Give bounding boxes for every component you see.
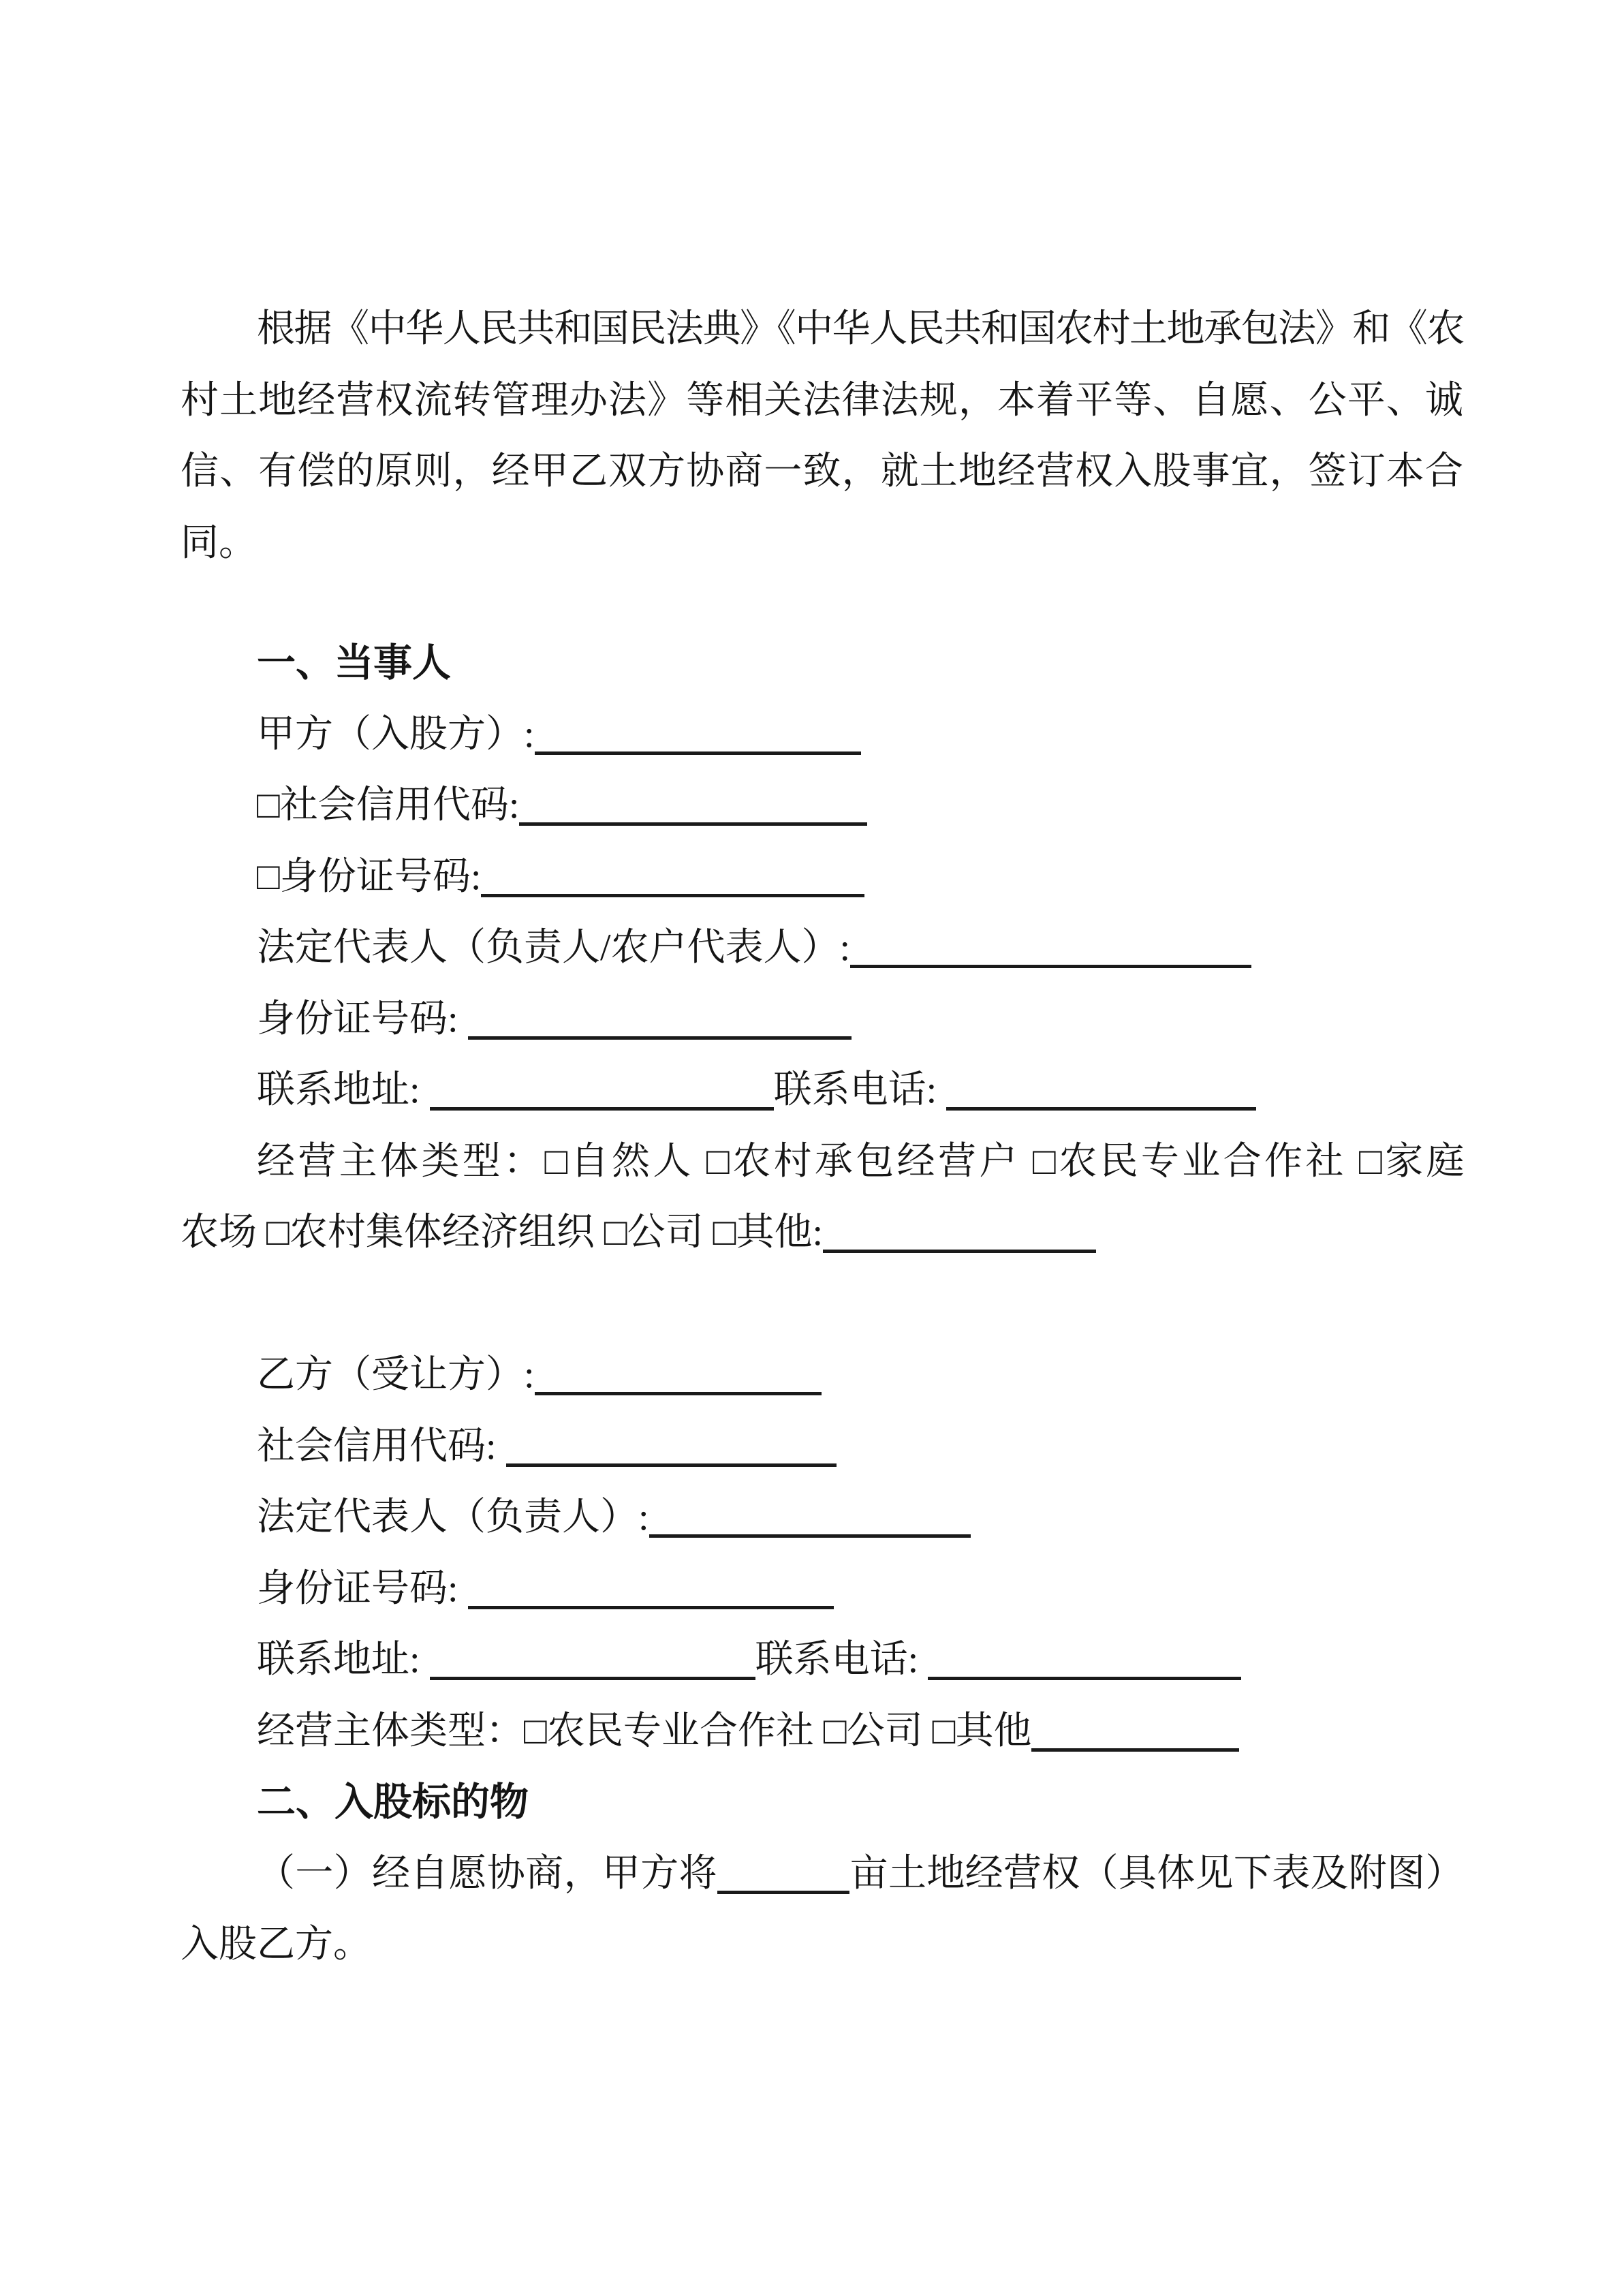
blank-field[interactable] (519, 781, 867, 826)
text-run: 信、有偿的原则，经甲乙双方协商一致，就土地经营权入股事宜，签订本合 (181, 450, 1463, 493)
blank-field[interactable] (946, 1066, 1256, 1111)
checkbox-icon[interactable]: □ (257, 784, 280, 826)
text-run: 联系地址: (257, 1639, 430, 1681)
party-b-entity-type-line (181, 1696, 1463, 1767)
intro-paragraph-line-4 (181, 508, 1463, 579)
text-run: 其他 (955, 1709, 1032, 1752)
checkbox-icon[interactable]: □ (823, 1709, 847, 1752)
text-run: 乙方（受让方）: (257, 1354, 535, 1396)
text-run: 联系地址: (257, 1069, 430, 1111)
text-run: 社会信用代码: (279, 784, 520, 826)
blank-field[interactable] (468, 1565, 834, 1609)
text-run: 根据《中华人民共和国民法典》《中华人民共和国农村土地承包法》和《农 (257, 308, 1463, 350)
text-run: 法定代表人（负责人）: (257, 1496, 649, 1538)
clause-1-line-1 (181, 1838, 1463, 1910)
text-run: 二、入股标的物 (257, 1780, 529, 1824)
text-run: 农民专业合作社 (1059, 1140, 1360, 1183)
text-run: 农村集体经济组织 (289, 1211, 604, 1254)
party-b-credit-code-line (181, 1411, 1463, 1483)
party-a-id-number-line (181, 841, 1463, 913)
section-1-heading (181, 627, 1463, 699)
checkbox-icon[interactable]: □ (1033, 1140, 1059, 1183)
checkbox-icon[interactable]: □ (706, 1140, 733, 1183)
checkbox-icon[interactable]: □ (266, 1211, 290, 1254)
blank-field[interactable] (430, 1066, 774, 1111)
text-run: 身份证号码: (257, 1567, 468, 1610)
intro-paragraph-line-3 (181, 436, 1463, 508)
blank-field[interactable] (535, 711, 861, 755)
section-gap (181, 578, 1463, 627)
section-2-heading (181, 1767, 1463, 1838)
checkbox-icon[interactable]: □ (932, 1709, 956, 1752)
checkbox-icon[interactable]: □ (257, 855, 280, 898)
party-a-rep-id-line (181, 984, 1463, 1055)
text-run: 家庭 (1385, 1140, 1464, 1183)
text-run: 社会信用代码: (257, 1425, 506, 1468)
party-b-contact-line (181, 1624, 1463, 1696)
contract-body (181, 294, 1463, 1981)
text-run: 村土地经营权流转管理办法》等相关法律法规，本着平等、自愿、公平、诚 (181, 379, 1463, 422)
text-run: 同。 (181, 521, 257, 564)
checkbox-icon[interactable]: □ (544, 1140, 571, 1183)
blank-field[interactable] (850, 924, 1251, 968)
clause-1-line-2 (181, 1909, 1463, 1981)
blank-field[interactable] (535, 1351, 822, 1395)
text-run: 身份证号码: (257, 997, 468, 1040)
text-run: 其他: (736, 1211, 824, 1254)
party-a-entity-type-line-2 (181, 1197, 1463, 1269)
blank-field[interactable] (430, 1636, 755, 1680)
text-run: 法定代表人（负责人/农户代表人）: (257, 927, 851, 969)
text-run: 公司 (846, 1709, 933, 1752)
text-run: 经营主体类型： (257, 1140, 545, 1183)
party-b-legal-rep-line (181, 1482, 1463, 1553)
party-b-name-line (181, 1339, 1463, 1411)
blank-field[interactable] (1031, 1707, 1239, 1752)
blank-field[interactable] (717, 1850, 849, 1894)
text-run: 一、当事人 (257, 641, 451, 685)
blank-line (181, 1269, 1463, 1340)
checkbox-icon[interactable]: □ (1359, 1140, 1386, 1183)
text-run: 联系电话: (773, 1069, 947, 1111)
text-run: 公司 (627, 1211, 713, 1254)
blank-field[interactable] (481, 853, 864, 897)
text-run: 自然人 (570, 1140, 707, 1183)
intro-paragraph-line-2 (181, 365, 1463, 437)
blank-field[interactable] (928, 1636, 1241, 1680)
text-run: 身份证号码: (279, 855, 482, 898)
blank-field[interactable] (823, 1209, 1096, 1253)
blank-field[interactable] (649, 1493, 971, 1538)
party-b-id-number-line (181, 1553, 1463, 1625)
text-run: 农场 (181, 1211, 266, 1254)
party-a-name-line (181, 699, 1463, 771)
checkbox-icon[interactable]: □ (604, 1211, 627, 1254)
party-a-credit-code-line (181, 770, 1463, 841)
text-run: 亩土地经营权（具体见下表及附图） (849, 1852, 1464, 1895)
text-run: （一）经自愿协商，甲方将 (257, 1852, 717, 1895)
checkbox-icon[interactable]: □ (524, 1709, 547, 1752)
text-run: 农民专业合作社 (546, 1709, 824, 1752)
blank-field[interactable] (506, 1423, 837, 1467)
party-a-contact-line (181, 1055, 1463, 1126)
text-run: 经营主体类型： (257, 1709, 524, 1752)
text-run: 联系电话: (755, 1639, 928, 1681)
text-run: 入股乙方。 (181, 1923, 371, 1966)
blank-field[interactable] (468, 995, 852, 1040)
text-run: 甲方（入股方）: (257, 713, 535, 756)
party-a-entity-type-line-1 (181, 1126, 1463, 1198)
checkbox-icon[interactable]: □ (713, 1211, 736, 1254)
party-a-legal-rep-line (181, 912, 1463, 984)
intro-paragraph-line-1 (181, 294, 1463, 365)
text-run: 农村承包经营户 (732, 1140, 1033, 1183)
